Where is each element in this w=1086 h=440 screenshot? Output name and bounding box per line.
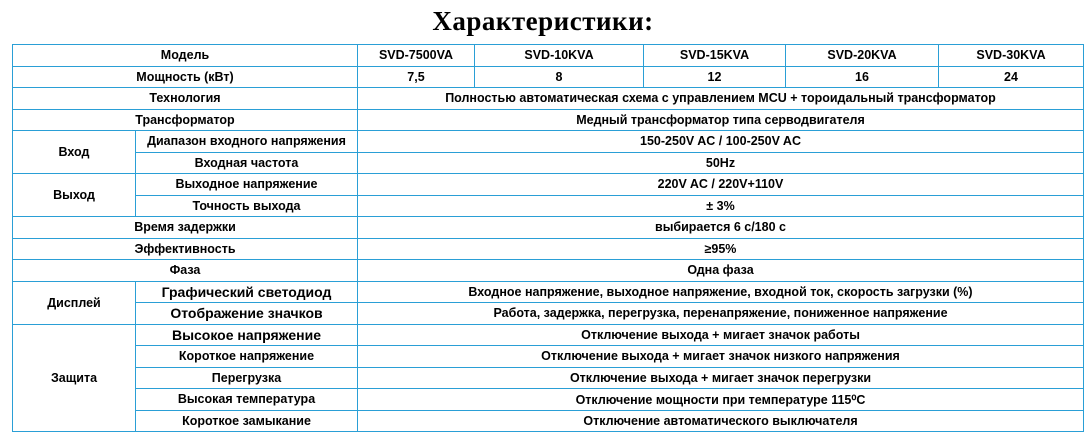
table-row-phase	[13, 260, 1084, 282]
model-cell: SVD-10KVA	[475, 45, 644, 67]
output-voltage-label: Выходное напряжение	[136, 174, 358, 196]
phase-label: Фаза	[13, 260, 358, 282]
display-led-label: Графический светодиод	[136, 281, 358, 303]
input-frequency-label: Входная частота	[136, 152, 358, 174]
protection-label: Короткое замыкание	[136, 410, 358, 432]
table-row-display-icons	[13, 303, 1084, 325]
power-cell: 8	[475, 66, 644, 88]
protection-value: Отключение выхода + мигает значок перегрузки	[358, 367, 1084, 389]
table-row-delay	[13, 217, 1084, 239]
power-cell: 24	[939, 66, 1084, 88]
table-row-display-led	[13, 281, 1084, 303]
spec-table	[12, 44, 1084, 432]
input-voltage-label: Диапазон входного напряжения	[136, 131, 358, 153]
display-icons-value: Работа, задержка, перегрузка, перенапряжение, пониженное напряжение	[358, 303, 1084, 325]
power-cell: 16	[786, 66, 939, 88]
table-row-protection-high-voltage	[13, 324, 1084, 346]
efficiency-value: ≥95%	[358, 238, 1084, 260]
protection-value: Отключение выхода + мигает значок работы	[358, 324, 1084, 346]
protection-label: Короткое напряжение	[136, 346, 358, 368]
model-cell: SVD-7500VA	[358, 45, 475, 67]
table-row-output-accuracy	[13, 195, 1084, 217]
model-label: Модель	[13, 45, 358, 67]
table-row-efficiency	[13, 238, 1084, 260]
protection-value: Отключение мощности при температуре 115⁰C	[358, 389, 1084, 411]
power-cell: 7,5	[358, 66, 475, 88]
table-row-input-frequency	[13, 152, 1084, 174]
output-accuracy-label: Точность выхода	[136, 195, 358, 217]
table-row-protection-low-voltage	[13, 346, 1084, 368]
protection-group-label: Защита	[13, 324, 136, 432]
display-group-label: Дисплей	[13, 281, 136, 324]
table-row-model	[13, 45, 1084, 67]
table-row-technology	[13, 88, 1084, 110]
table-row-transformer	[13, 109, 1084, 131]
phase-value: Одна фаза	[358, 260, 1084, 282]
input-frequency-value: 50Hz	[358, 152, 1084, 174]
output-accuracy-value: ± 3%	[358, 195, 1084, 217]
page-title: Характеристики:	[432, 6, 654, 36]
technology-label: Технология	[13, 88, 358, 110]
transformer-value: Медный трансформатор типа серводвигателя	[358, 109, 1084, 131]
table-row-input-voltage	[13, 131, 1084, 153]
delay-label: Время задержки	[13, 217, 358, 239]
delay-value: выбирается 6 с/180 с	[358, 217, 1084, 239]
protection-value: Отключение автоматического выключателя	[358, 410, 1084, 432]
table-row-protection-temperature	[13, 389, 1084, 411]
output-group-label: Выход	[13, 174, 136, 217]
protection-label: Перегрузка	[136, 367, 358, 389]
transformer-label: Трансформатор	[13, 109, 358, 131]
protection-label: Высокое напряжение	[136, 324, 358, 346]
input-group-label: Вход	[13, 131, 136, 174]
power-label: Мощность (кВт)	[13, 66, 358, 88]
table-row-protection-overload	[13, 367, 1084, 389]
table-row-power	[13, 66, 1084, 88]
power-cell: 12	[644, 66, 786, 88]
output-voltage-value: 220V AC / 220V+110V	[358, 174, 1084, 196]
input-voltage-value: 150-250V AC / 100-250V AC	[358, 131, 1084, 153]
model-cell: SVD-30KVA	[939, 45, 1084, 67]
table-row-output-voltage	[13, 174, 1084, 196]
table-row-protection-short-circuit	[13, 410, 1084, 432]
efficiency-label: Эффективность	[13, 238, 358, 260]
technology-value: Полностью автоматическая схема с управлением MCU + тороидальный трансформатор	[358, 88, 1084, 110]
protection-value: Отключение выхода + мигает значок низкого напряжения	[358, 346, 1084, 368]
model-cell: SVD-15KVA	[644, 45, 786, 67]
model-cell: SVD-20KVA	[786, 45, 939, 67]
display-icons-label: Отображение значков	[136, 303, 358, 325]
protection-label: Высокая температура	[136, 389, 358, 411]
display-led-value: Входное напряжение, выходное напряжение, входной ток, скорость загрузки (%)	[358, 281, 1084, 303]
